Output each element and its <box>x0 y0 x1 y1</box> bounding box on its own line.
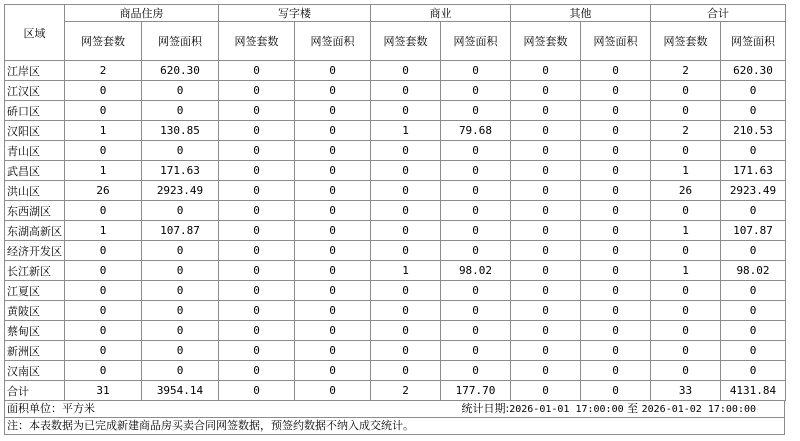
footer-stats-row <box>4 401 785 418</box>
count-cell: 2 <box>65 61 142 81</box>
area-cell: 0 <box>581 381 651 401</box>
count-cell: 0 <box>651 341 721 361</box>
count-cell: 0 <box>651 321 721 341</box>
count-cell: 0 <box>371 201 441 221</box>
area-cell: 0 <box>581 361 651 381</box>
area-cell: 2923.49 <box>721 181 786 201</box>
district-cell: 黄陂区 <box>5 301 65 321</box>
area-cell: 0 <box>142 141 219 161</box>
area-cell: 0 <box>142 361 219 381</box>
area-cell: 107.87 <box>142 221 219 241</box>
count-cell: 0 <box>371 321 441 341</box>
area-cell: 0 <box>721 321 786 341</box>
table-row <box>5 81 786 101</box>
count-cell: 0 <box>651 281 721 301</box>
table-row <box>5 341 786 361</box>
table-body <box>5 61 786 401</box>
area-cell: 171.63 <box>142 161 219 181</box>
district-cell: 洪山区 <box>5 181 65 201</box>
table-row <box>5 201 786 221</box>
group-header-office: 写字楼 <box>219 5 371 22</box>
count-cell: 0 <box>371 221 441 241</box>
count-cell: 1 <box>65 161 142 181</box>
area-cell: 0 <box>581 301 651 321</box>
group-header-other: 其他 <box>511 5 651 22</box>
count-cell: 0 <box>511 381 581 401</box>
count-cell: 0 <box>65 201 142 221</box>
area-cell: 0 <box>142 321 219 341</box>
count-header: 网签套数 <box>511 22 581 61</box>
count-cell: 2 <box>651 61 721 81</box>
area-cell: 0 <box>295 201 371 221</box>
area-cell: 0 <box>441 341 511 361</box>
count-cell: 0 <box>511 361 581 381</box>
area-cell: 0 <box>581 101 651 121</box>
count-cell: 0 <box>219 221 295 241</box>
area-cell: 0 <box>721 201 786 221</box>
count-header: 网签套数 <box>219 22 295 61</box>
count-cell: 0 <box>371 241 441 261</box>
count-cell: 0 <box>65 81 142 101</box>
count-cell: 0 <box>511 301 581 321</box>
area-cell: 4131.84 <box>721 381 786 401</box>
area-cell: 0 <box>581 201 651 221</box>
district-header: 区域 <box>5 5 65 61</box>
area-cell: 0 <box>142 281 219 301</box>
area-header: 网签面积 <box>295 22 371 61</box>
count-cell: 0 <box>219 381 295 401</box>
table-row <box>5 261 786 281</box>
area-header: 网签面积 <box>721 22 786 61</box>
count-cell: 0 <box>651 141 721 161</box>
count-cell: 0 <box>371 81 441 101</box>
area-cell: 0 <box>295 361 371 381</box>
stat-end-date: 2026-01-02 17:00:00 <box>641 404 756 415</box>
stat-start-date: 2026-01-01 17:00:00 <box>509 404 624 415</box>
area-cell: 0 <box>581 341 651 361</box>
count-cell: 1 <box>651 261 721 281</box>
area-cell: 0 <box>581 121 651 141</box>
group-header-total: 合计 <box>651 5 786 22</box>
footnote: 注：本表数据为已完成新建商品房买卖合同网签数据，预签约数据不纳入成交统计。 <box>7 419 414 432</box>
stat-date-label: 统计日期: <box>461 402 510 415</box>
area-cell: 3954.14 <box>142 381 219 401</box>
count-cell: 0 <box>651 301 721 321</box>
count-cell: 0 <box>219 261 295 281</box>
area-cell: 0 <box>581 261 651 281</box>
district-cell: 长江新区 <box>5 261 65 281</box>
count-cell: 0 <box>511 161 581 181</box>
count-cell: 0 <box>511 121 581 141</box>
count-cell: 0 <box>219 141 295 161</box>
district-cell: 青山区 <box>5 141 65 161</box>
count-cell: 33 <box>651 381 721 401</box>
district-cell: 江夏区 <box>5 281 65 301</box>
area-cell: 0 <box>721 301 786 321</box>
count-cell: 0 <box>651 241 721 261</box>
area-cell: 0 <box>581 141 651 161</box>
count-cell: 0 <box>371 341 441 361</box>
table-row <box>5 141 786 161</box>
count-cell: 0 <box>219 321 295 341</box>
area-cell: 2923.49 <box>142 181 219 201</box>
area-cell: 0 <box>441 181 511 201</box>
area-cell: 0 <box>721 81 786 101</box>
count-cell: 1 <box>371 261 441 281</box>
report-container <box>4 4 785 435</box>
area-cell: 0 <box>295 221 371 241</box>
area-cell: 0 <box>295 81 371 101</box>
count-cell: 0 <box>371 301 441 321</box>
area-cell: 0 <box>441 161 511 181</box>
count-cell: 0 <box>219 161 295 181</box>
area-cell: 0 <box>441 81 511 101</box>
footer-note-row <box>4 418 785 435</box>
area-cell: 0 <box>295 241 371 261</box>
count-cell: 0 <box>371 161 441 181</box>
area-cell: 0 <box>721 361 786 381</box>
count-cell: 0 <box>511 281 581 301</box>
area-cell: 0 <box>581 61 651 81</box>
area-cell: 0 <box>441 321 511 341</box>
district-cell: 江岸区 <box>5 61 65 81</box>
count-cell: 2 <box>651 121 721 141</box>
count-cell: 0 <box>65 281 142 301</box>
area-cell: 0 <box>721 141 786 161</box>
area-cell: 0 <box>441 221 511 241</box>
count-cell: 26 <box>651 181 721 201</box>
count-cell: 0 <box>65 261 142 281</box>
area-cell: 0 <box>581 321 651 341</box>
table-row <box>5 241 786 261</box>
table-row <box>5 61 786 81</box>
area-cell: 177.70 <box>441 381 511 401</box>
area-cell: 0 <box>295 181 371 201</box>
district-cell: 合计 <box>5 381 65 401</box>
area-cell: 0 <box>721 241 786 261</box>
count-cell: 0 <box>651 101 721 121</box>
count-cell: 2 <box>371 381 441 401</box>
area-cell: 0 <box>295 261 371 281</box>
area-cell: 0 <box>142 101 219 121</box>
count-cell: 0 <box>511 101 581 121</box>
header-row-groups <box>5 5 786 22</box>
area-cell: 0 <box>295 321 371 341</box>
count-cell: 26 <box>65 181 142 201</box>
area-cell: 79.68 <box>441 121 511 141</box>
district-cell: 汉南区 <box>5 361 65 381</box>
area-cell: 0 <box>295 161 371 181</box>
area-cell: 0 <box>581 281 651 301</box>
area-cell: 0 <box>441 201 511 221</box>
count-cell: 0 <box>511 241 581 261</box>
total-row <box>5 381 786 401</box>
area-cell: 0 <box>142 241 219 261</box>
area-cell: 0 <box>581 81 651 101</box>
area-unit-label: 面积单位：平方米 <box>7 402 95 415</box>
area-cell: 0 <box>142 81 219 101</box>
area-cell: 0 <box>441 301 511 321</box>
area-cell: 0 <box>581 181 651 201</box>
count-cell: 0 <box>65 321 142 341</box>
area-cell: 0 <box>721 281 786 301</box>
area-cell: 0 <box>295 121 371 141</box>
group-header-commercial: 商业 <box>371 5 511 22</box>
count-header: 网签套数 <box>371 22 441 61</box>
table-row <box>5 181 786 201</box>
count-cell: 1 <box>651 161 721 181</box>
count-cell: 0 <box>511 341 581 361</box>
area-cell: 0 <box>142 261 219 281</box>
table-row <box>5 161 786 181</box>
area-cell: 0 <box>142 341 219 361</box>
area-cell: 0 <box>441 141 511 161</box>
count-cell: 0 <box>65 241 142 261</box>
area-cell: 98.02 <box>721 261 786 281</box>
count-cell: 0 <box>371 141 441 161</box>
district-cell: 硚口区 <box>5 101 65 121</box>
count-cell: 0 <box>219 361 295 381</box>
area-cell: 0 <box>142 201 219 221</box>
area-cell: 0 <box>581 161 651 181</box>
table-row <box>5 121 786 141</box>
area-cell: 0 <box>295 301 371 321</box>
area-cell: 0 <box>441 101 511 121</box>
district-cell: 东湖高新区 <box>5 221 65 241</box>
area-cell: 0 <box>295 341 371 361</box>
count-cell: 0 <box>651 361 721 381</box>
count-cell: 0 <box>511 81 581 101</box>
area-cell: 0 <box>295 101 371 121</box>
area-cell: 210.53 <box>721 121 786 141</box>
count-cell: 0 <box>219 241 295 261</box>
district-cell: 东西湖区 <box>5 201 65 221</box>
count-cell: 1 <box>371 121 441 141</box>
district-cell: 蔡甸区 <box>5 321 65 341</box>
count-cell: 0 <box>219 201 295 221</box>
district-cell: 汉阳区 <box>5 121 65 141</box>
count-cell: 0 <box>651 81 721 101</box>
count-cell: 0 <box>511 61 581 81</box>
area-cell: 0 <box>142 301 219 321</box>
table-row <box>5 221 786 241</box>
area-cell: 0 <box>295 281 371 301</box>
count-cell: 0 <box>371 361 441 381</box>
transaction-table <box>4 4 786 401</box>
count-cell: 1 <box>65 121 142 141</box>
district-cell: 新洲区 <box>5 341 65 361</box>
area-cell: 0 <box>441 61 511 81</box>
stat-date-range <box>462 401 757 418</box>
area-cell: 0 <box>441 361 511 381</box>
count-cell: 0 <box>511 261 581 281</box>
area-cell: 0 <box>721 341 786 361</box>
area-header: 网签面积 <box>142 22 219 61</box>
table-row <box>5 301 786 321</box>
count-cell: 0 <box>219 61 295 81</box>
area-cell: 0 <box>721 101 786 121</box>
count-cell: 0 <box>219 181 295 201</box>
count-cell: 0 <box>219 281 295 301</box>
count-cell: 0 <box>65 301 142 321</box>
count-cell: 0 <box>371 101 441 121</box>
count-cell: 31 <box>65 381 142 401</box>
area-header: 网签面积 <box>581 22 651 61</box>
area-cell: 171.63 <box>721 161 786 181</box>
area-header: 网签面积 <box>441 22 511 61</box>
count-cell: 0 <box>511 181 581 201</box>
area-cell: 98.02 <box>441 261 511 281</box>
table-row <box>5 281 786 301</box>
area-cell: 107.87 <box>721 221 786 241</box>
count-cell: 0 <box>511 141 581 161</box>
count-cell: 0 <box>219 101 295 121</box>
table-row <box>5 101 786 121</box>
count-cell: 0 <box>651 201 721 221</box>
count-cell: 0 <box>511 221 581 241</box>
district-cell: 经济开发区 <box>5 241 65 261</box>
area-cell: 620.30 <box>721 61 786 81</box>
count-cell: 0 <box>219 341 295 361</box>
count-cell: 1 <box>65 221 142 241</box>
count-cell: 0 <box>219 81 295 101</box>
count-cell: 0 <box>219 301 295 321</box>
count-cell: 0 <box>65 341 142 361</box>
count-cell: 0 <box>219 121 295 141</box>
count-cell: 0 <box>65 361 142 381</box>
table-row <box>5 321 786 341</box>
count-cell: 1 <box>651 221 721 241</box>
area-cell: 0 <box>295 61 371 81</box>
count-cell: 0 <box>65 101 142 121</box>
header-row-metrics <box>5 22 786 61</box>
area-cell: 0 <box>295 381 371 401</box>
count-cell: 0 <box>371 181 441 201</box>
area-cell: 0 <box>581 221 651 241</box>
area-cell: 130.85 <box>142 121 219 141</box>
count-cell: 0 <box>65 141 142 161</box>
count-cell: 0 <box>371 61 441 81</box>
area-cell: 0 <box>441 241 511 261</box>
count-header: 网签套数 <box>65 22 142 61</box>
table-row <box>5 361 786 381</box>
district-cell: 江汉区 <box>5 81 65 101</box>
area-cell: 620.30 <box>142 61 219 81</box>
stat-to-label: 至 <box>627 402 639 415</box>
count-cell: 0 <box>371 281 441 301</box>
area-cell: 0 <box>295 141 371 161</box>
count-header: 网签套数 <box>651 22 721 61</box>
count-cell: 0 <box>511 201 581 221</box>
district-cell: 武昌区 <box>5 161 65 181</box>
count-cell: 0 <box>511 321 581 341</box>
area-cell: 0 <box>581 241 651 261</box>
area-cell: 0 <box>441 281 511 301</box>
group-header-residential: 商品住房 <box>65 5 219 22</box>
